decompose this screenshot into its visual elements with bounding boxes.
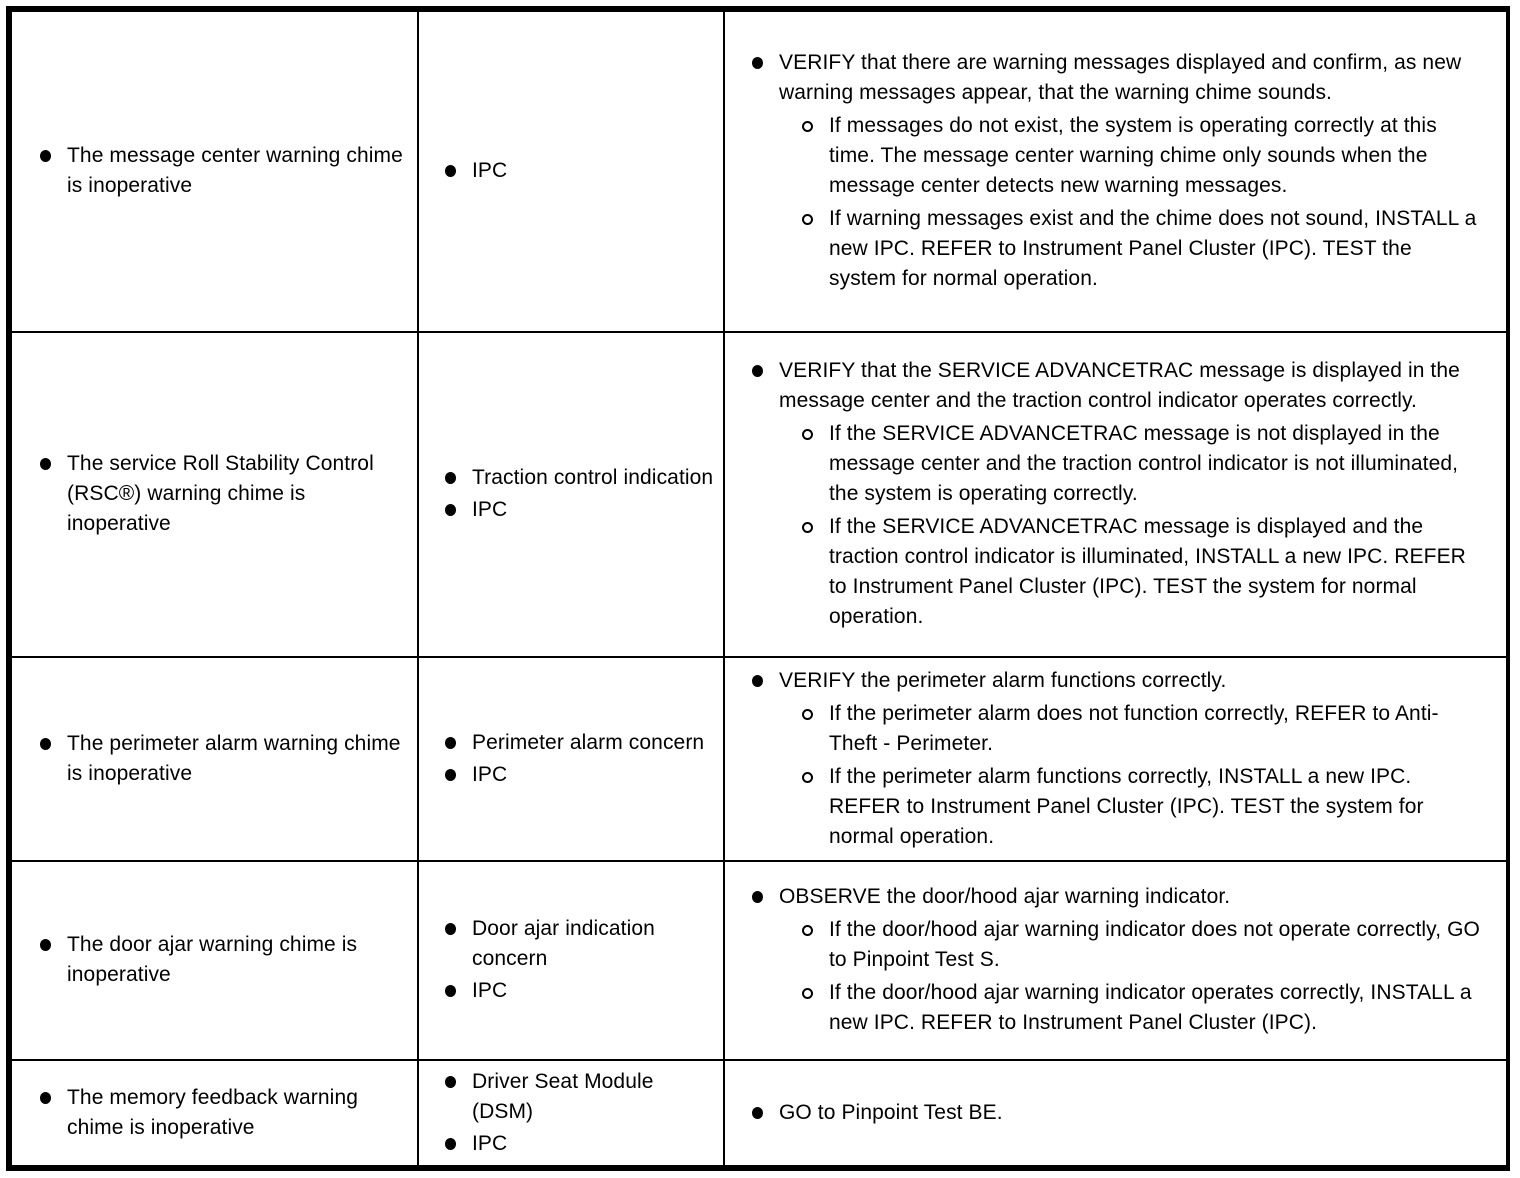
- list-item: [40, 141, 407, 201]
- sub-bullet-icon: [802, 708, 813, 720]
- action-text: VERIFY that the SERVICE ADVANCETRAC message is displayed in the message center and the traction control indicator operates correctly.: [779, 359, 1460, 413]
- possible-sources-cell: [418, 332, 724, 657]
- table-row: [11, 657, 1507, 862]
- bullet-icon: [445, 1076, 456, 1088]
- bullet-icon: [445, 1138, 456, 1150]
- source-text: IPC: [472, 1131, 508, 1155]
- symptom-text: The memory feedback warning chime is inoperative: [67, 1085, 358, 1139]
- action-cell: [724, 332, 1507, 657]
- list-item: [445, 1129, 717, 1159]
- sub-bullet-icon: [802, 521, 813, 533]
- symptom-chart-table: [10, 10, 1508, 1167]
- action-text: VERIFY that there are warning messages displayed and confirm, as new warning messages appear, that the warning chime sounds.: [779, 51, 1462, 105]
- symptom-text: The service Roll Stability Control (RSC®) warning chime is inoperative: [67, 452, 374, 536]
- action-substep-text: If the door/hood ajar warning indicator operates correctly, INSTALL a new IPC. REFER to Instrument Panel Cluster (IPC).: [829, 981, 1472, 1035]
- list-item: [752, 1098, 1482, 1128]
- bullet-icon: [752, 365, 763, 377]
- list-item: [752, 666, 1482, 696]
- action-text: GO to Pinpoint Test BE.: [779, 1100, 1003, 1124]
- list-item: [445, 976, 717, 1006]
- bullet-icon: [445, 165, 456, 177]
- action-cell: [724, 657, 1507, 862]
- action-substep-text: If the perimeter alarm functions correctly, INSTALL a new IPC. REFER to Instrument Panel Cluster (IPC). TEST the system for normal operation.: [829, 764, 1424, 848]
- symptom-text: The door ajar warning chime is inoperative: [67, 933, 358, 987]
- sub-bullet-icon: [802, 987, 813, 999]
- action-substep-text: If the door/hood ajar warning indicator does not operate correctly, GO to Pinpoint Test S.: [829, 918, 1480, 972]
- source-text: IPC: [472, 762, 508, 786]
- source-text: IPC: [472, 159, 508, 183]
- table-row: [11, 332, 1507, 657]
- list-item: [752, 48, 1482, 108]
- list-item: [40, 1083, 407, 1143]
- action-cell: [724, 861, 1507, 1060]
- source-text: Traction control indication: [472, 466, 714, 490]
- action-cell: [724, 11, 1507, 332]
- list-item: [802, 915, 1482, 975]
- bullet-icon: [445, 769, 456, 781]
- list-item: [802, 762, 1482, 852]
- action-substep-text: If messages do not exist, the system is operating correctly at this time. The message center warning chime only sounds when the message center detects new warning messages.: [829, 114, 1437, 198]
- list-item: [445, 463, 717, 493]
- action-text: OBSERVE the door/hood ajar warning indicator.: [779, 885, 1231, 909]
- bullet-icon: [445, 504, 456, 516]
- sub-bullet-icon: [802, 924, 813, 936]
- bullet-icon: [445, 737, 456, 749]
- list-item: [40, 729, 407, 789]
- symptom-cell: [11, 657, 418, 862]
- symptom-cell: [11, 11, 418, 332]
- bullet-icon: [40, 738, 51, 750]
- bullet-icon: [752, 1107, 763, 1119]
- action-text: VERIFY the perimeter alarm functions correctly.: [779, 668, 1227, 692]
- bullet-icon: [752, 57, 763, 69]
- list-item: [802, 512, 1482, 632]
- list-item: [40, 930, 407, 990]
- list-item: [445, 914, 717, 974]
- table-row: [11, 1060, 1507, 1166]
- action-cell: [724, 1060, 1507, 1166]
- bullet-icon: [445, 985, 456, 997]
- source-text: Perimeter alarm concern: [472, 730, 705, 754]
- sub-bullet-icon: [802, 120, 813, 132]
- bullet-icon: [752, 675, 763, 687]
- bullet-icon: [752, 891, 763, 903]
- list-item: [802, 204, 1482, 294]
- table-row: [11, 861, 1507, 1060]
- action-substep-text: If warning messages exist and the chime does not sound, INSTALL a new IPC. REFER to Instrument Panel Cluster (IPC). TEST the system for normal operation.: [829, 207, 1477, 291]
- sub-bullet-icon: [802, 213, 813, 225]
- list-item: [752, 356, 1482, 416]
- list-item: [445, 728, 717, 758]
- bullet-icon: [445, 923, 456, 935]
- possible-sources-cell: [418, 1060, 724, 1166]
- action-substep-text: If the perimeter alarm does not function correctly, REFER to Anti-Theft - Perimeter.: [829, 701, 1439, 755]
- symptom-cell: [11, 1060, 418, 1166]
- list-item: [802, 978, 1482, 1038]
- bullet-icon: [40, 458, 51, 470]
- sub-bullet-icon: [802, 428, 813, 440]
- list-item: [802, 699, 1482, 759]
- symptom-cell: [11, 332, 418, 657]
- source-text: Door ajar indication concern: [472, 917, 655, 971]
- list-item: [40, 449, 407, 539]
- sub-bullet-icon: [802, 771, 813, 783]
- list-item: [445, 1067, 717, 1127]
- action-substep-text: If the SERVICE ADVANCETRAC message is displayed and the traction control indicator is illuminated, INSTALL a new IPC. REFER to Instrument Panel Cluster (IPC). TEST the system for normal operation.: [829, 515, 1466, 629]
- bullet-icon: [40, 150, 51, 162]
- list-item: [802, 111, 1482, 201]
- source-text: IPC: [472, 979, 508, 1003]
- possible-sources-cell: [418, 861, 724, 1060]
- list-item: [445, 760, 717, 790]
- symptom-cell: [11, 861, 418, 1060]
- symptom-text: The perimeter alarm warning chime is inoperative: [67, 731, 401, 785]
- list-item: [445, 156, 717, 186]
- bullet-icon: [40, 939, 51, 951]
- list-item: [802, 419, 1482, 509]
- symptom-text: The message center warning chime is inoperative: [67, 144, 403, 198]
- source-text: Driver Seat Module (DSM): [472, 1069, 654, 1123]
- action-substep-text: If the SERVICE ADVANCETRAC message is not displayed in the message center and the traction control indicator is not illuminated, the system is operating correctly.: [829, 422, 1459, 506]
- bullet-icon: [445, 472, 456, 484]
- list-item: [445, 495, 717, 525]
- list-item: [752, 882, 1482, 912]
- source-text: IPC: [472, 498, 508, 522]
- table-row: [11, 11, 1507, 332]
- bullet-icon: [40, 1092, 51, 1104]
- possible-sources-cell: [418, 657, 724, 862]
- possible-sources-cell: [418, 11, 724, 332]
- diagnostic-table-frame: [6, 6, 1510, 1171]
